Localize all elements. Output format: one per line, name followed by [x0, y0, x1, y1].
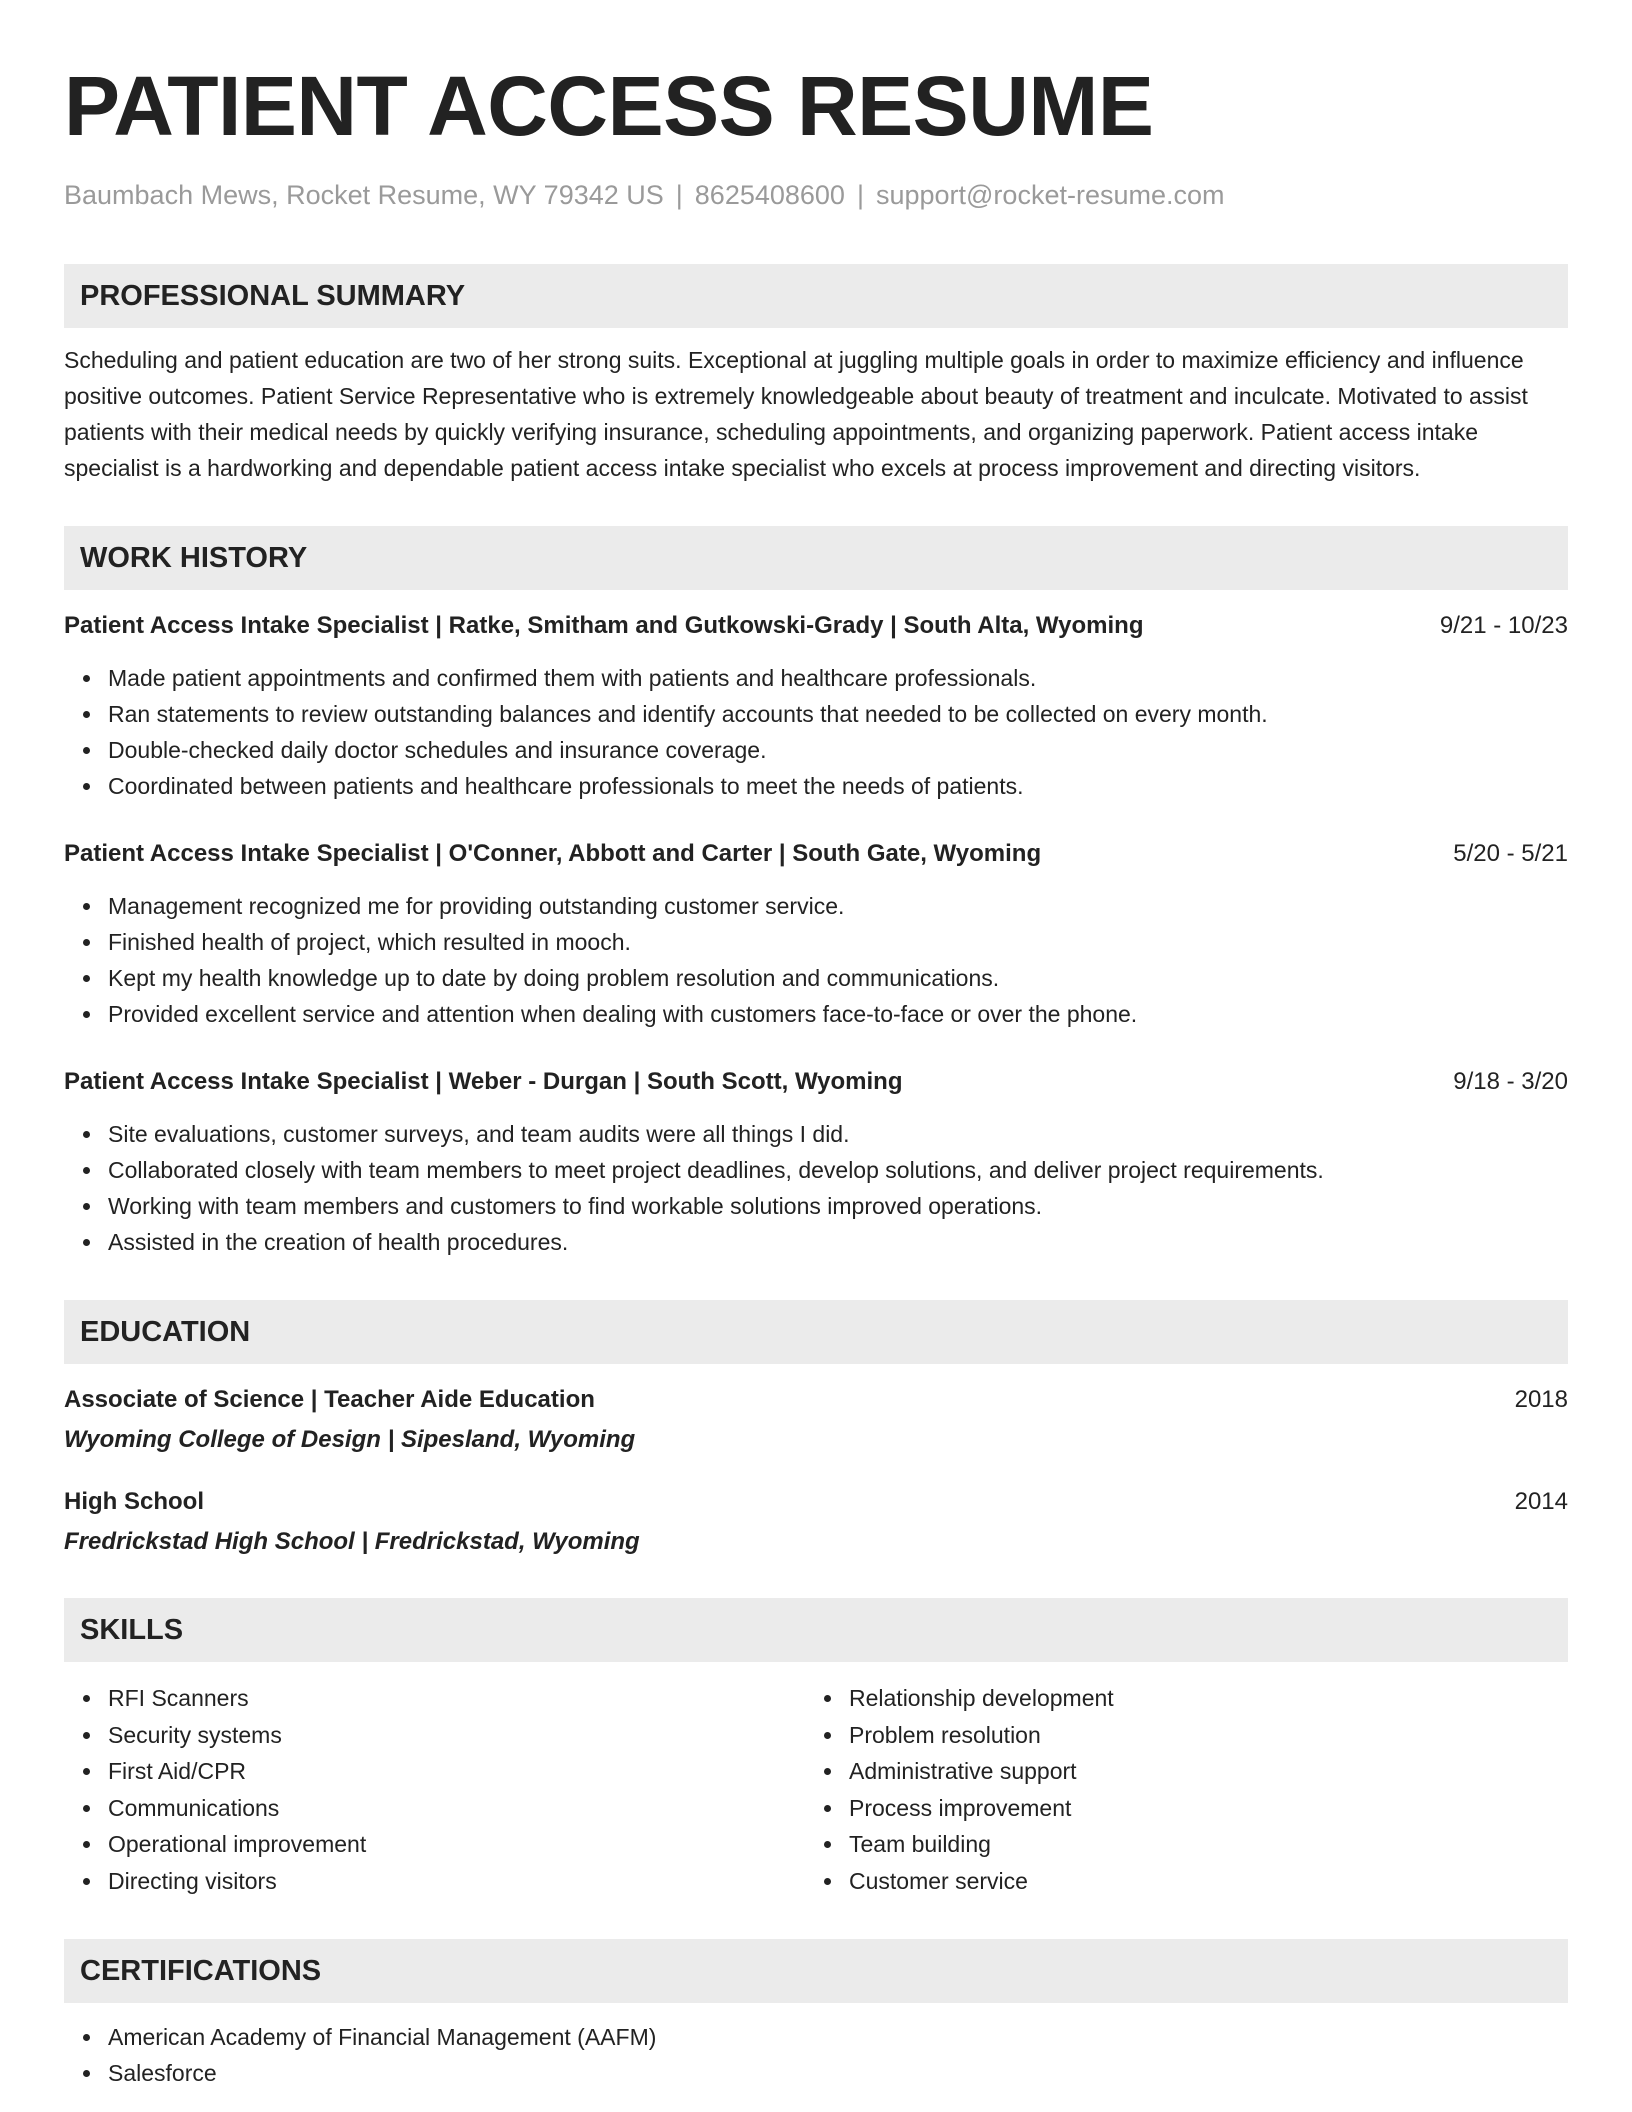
job-dates: 5/20 - 5/21 — [1453, 840, 1568, 867]
job-bullet: Ran statements to review outstanding balances and identify accounts that needed to be collected on every month. — [64, 696, 1568, 732]
education-header — [64, 1384, 1568, 1416]
job-header — [64, 1066, 1568, 1098]
job-header — [64, 838, 1568, 870]
contact-email: support@rocket-resume.com — [875, 180, 1225, 210]
skill-item: Security systems — [64, 1717, 805, 1754]
job-bullet: Management recognized me for providing outstanding customer service. — [64, 888, 1568, 924]
skill-item: Process improvement — [805, 1790, 1546, 1827]
job-entry — [64, 610, 1568, 804]
education-degree: High School — [64, 1488, 204, 1515]
skill-item: First Aid/CPR — [64, 1753, 805, 1790]
job-bullets — [64, 888, 1568, 1032]
contact-phone: 8625408600 — [694, 180, 845, 210]
job-bullet: Assisted in the creation of health procedures. — [64, 1224, 1568, 1260]
skill-item: Team building — [805, 1826, 1546, 1863]
skill-item: Administrative support — [805, 1753, 1546, 1790]
job-bullet: Collaborated closely with team members to meet project deadlines, develop solutions, and deliver project requirements. — [64, 1152, 1568, 1188]
skills-column-left — [64, 1680, 805, 1899]
skill-item: Directing visitors — [64, 1863, 805, 1900]
section-header-education: EDUCATION — [64, 1300, 1568, 1364]
section-header-certifications: CERTIFICATIONS — [64, 1939, 1568, 2003]
job-title: Patient Access Intake Specialist | Weber - Durgan | South Scott, Wyoming — [64, 1068, 903, 1095]
education-year: 2014 — [1514, 1488, 1568, 1515]
section-header-summary: PROFESSIONAL SUMMARY — [64, 264, 1568, 328]
job-bullet: Provided excellent service and attention when dealing with customers face-to-face or over the phone. — [64, 996, 1568, 1032]
education-entry — [64, 1486, 1568, 1558]
education-entry — [64, 1384, 1568, 1456]
certification-item: American Academy of Financial Management (AAFM) — [64, 2019, 1568, 2055]
job-bullet: Coordinated between patients and healthcare professionals to meet the needs of patients. — [64, 768, 1568, 804]
section-header-work: WORK HISTORY — [64, 526, 1568, 590]
certifications-list — [64, 2019, 1568, 2091]
job-entry — [64, 1066, 1568, 1260]
summary-text: Scheduling and patient education are two of her strong suits. Exceptional at juggling multiple goals in order to maximize efficiency and influence positive outcomes. Patient Service Representative who is extremely knowledgeable about beauty of treatment and inculcate. Motivated to assist patients with their medical needs by quickly verifying insurance, scheduling appointments, and organizing paperwork. Patient access intake specialist is a hardworking and dependable patient access intake specialist who excels at process improvement and directing visitors. — [64, 347, 1528, 481]
job-bullet: Finished health of project, which resulted in mooch. — [64, 924, 1568, 960]
job-title: Patient Access Intake Specialist | O'Conner, Abbott and Carter | South Gate, Wyoming — [64, 840, 1042, 867]
job-title: Patient Access Intake Specialist | Ratke, Smitham and Gutkowski-Grady | South Alta, Wyoming — [64, 612, 1144, 639]
skill-item: RFI Scanners — [64, 1680, 805, 1717]
job-bullet: Working with team members and customers to find workable solutions improved operations. — [64, 1188, 1568, 1224]
section-header-skills: SKILLS — [64, 1598, 1568, 1662]
certification-item: Salesforce — [64, 2055, 1568, 2091]
resume-title: PATIENT ACCESS RESUME — [64, 59, 1154, 153]
skill-item: Customer service — [805, 1863, 1546, 1900]
job-dates: 9/18 - 3/20 — [1453, 1068, 1568, 1095]
job-dates: 9/21 - 10/23 — [1439, 612, 1568, 639]
contact-separator: | — [856, 180, 864, 210]
job-bullet: Kept my health knowledge up to date by doing problem resolution and communications. — [64, 960, 1568, 996]
job-bullet: Site evaluations, customer surveys, and team audits were all things I did. — [64, 1116, 1568, 1152]
contact-line — [64, 178, 1568, 212]
education-degree: Associate of Science | Teacher Aide Education — [64, 1386, 595, 1413]
skills-column-right — [805, 1680, 1546, 1899]
education-school: Fredrickstad High School | Fredrickstad, Wyoming — [64, 1528, 640, 1555]
skill-item: Communications — [64, 1790, 805, 1827]
job-bullet: Double-checked daily doctor schedules and insurance coverage. — [64, 732, 1568, 768]
job-entry — [64, 838, 1568, 1032]
job-header — [64, 610, 1568, 642]
contact-address: Baumbach Mews, Rocket Resume, WY 79342 US — [64, 180, 664, 210]
education-school: Wyoming College of Design | Sipesland, Wyoming — [64, 1426, 636, 1453]
skills-list — [64, 1680, 1568, 1899]
job-bullets — [64, 1116, 1568, 1260]
skill-item: Operational improvement — [64, 1826, 805, 1863]
job-bullets — [64, 660, 1568, 804]
job-bullet: Made patient appointments and confirmed them with patients and healthcare professionals. — [64, 660, 1568, 696]
skill-item: Problem resolution — [805, 1717, 1546, 1754]
skill-item: Relationship development — [805, 1680, 1546, 1717]
education-header — [64, 1486, 1568, 1518]
contact-separator: | — [675, 180, 683, 210]
education-year: 2018 — [1514, 1386, 1568, 1413]
